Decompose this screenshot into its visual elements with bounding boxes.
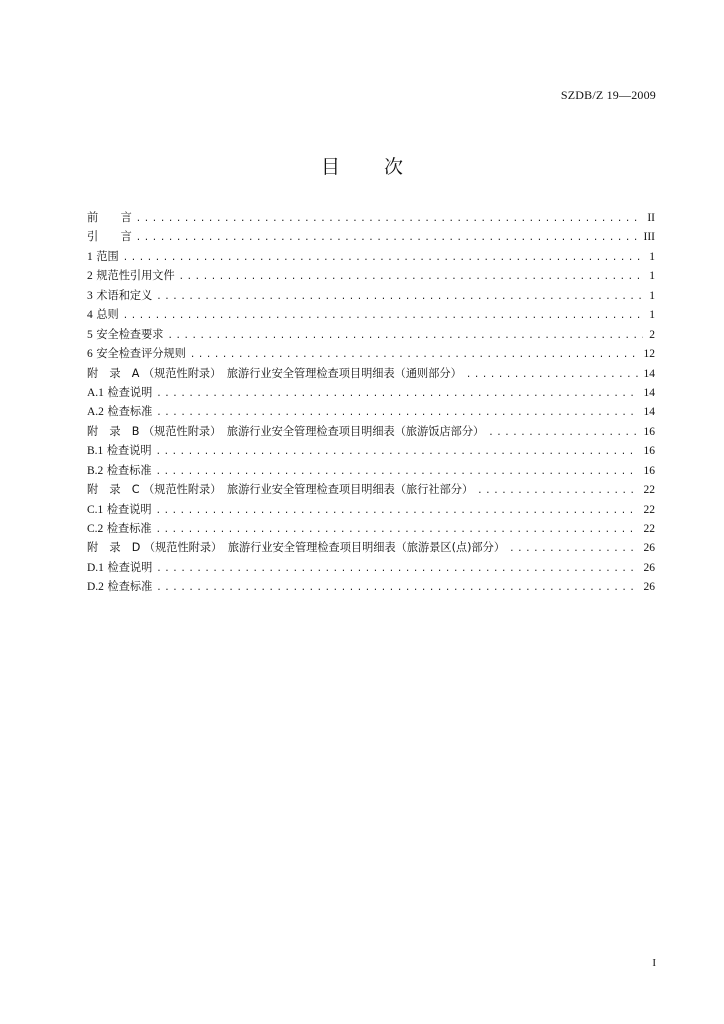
- toc-entry-number: B.1: [87, 445, 104, 458]
- toc-entry-page: 22: [643, 523, 655, 535]
- toc-entry-number: D.2: [87, 581, 104, 594]
- toc-entry-b1[interactable]: [87, 441, 655, 460]
- dot-leader: [179, 268, 644, 287]
- dot-leader: [123, 307, 644, 326]
- toc-entry-page: 22: [643, 484, 655, 497]
- toc-entry-page: 26: [643, 561, 655, 574]
- toc-entry-title: 引 言: [87, 230, 132, 244]
- toc-entry-title: 前 言: [87, 211, 132, 224]
- dot-leader: [488, 424, 637, 443]
- toc-entry-number: 4: [87, 309, 93, 322]
- toc-entry-title: 总则: [96, 308, 119, 322]
- toc-entry-number: A.2: [87, 406, 104, 419]
- toc-entry-page: 14: [643, 386, 655, 399]
- toc-entry-appendix-b[interactable]: [87, 422, 655, 441]
- toc-entry-title: 范围: [96, 249, 119, 263]
- toc-entry-number: 5: [87, 328, 93, 341]
- toc-entry-page: 14: [643, 406, 655, 419]
- toc-entry-a1[interactable]: [87, 383, 655, 402]
- toc-entry-title: 附 录 C （规范性附录） 旅游行业安全管理检查项目明细表（旅行社部分）: [87, 483, 474, 497]
- toc-entry-foreword[interactable]: [87, 208, 655, 227]
- toc-entry-title: 附 录 B （规范性附录） 旅游行业安全管理检查项目明细表（旅游饭店部分）: [87, 424, 485, 438]
- page-number: I: [652, 957, 656, 969]
- toc-entry-page: 1: [649, 289, 655, 302]
- dot-leader: [156, 579, 637, 598]
- toc-entry-number: 6: [87, 348, 93, 361]
- toc-entry-title: 附 录 A （规范性附录） 旅游行业安全管理检查项目明细表（通则部分）: [87, 366, 462, 380]
- toc-entry-page: II: [647, 212, 655, 224]
- toc-entry-number: A.1: [87, 386, 104, 399]
- toc-entry-appendix-c[interactable]: [87, 480, 655, 499]
- toc-entry-page: 1: [649, 270, 655, 283]
- toc-entry-title: 安全检查评分规则: [96, 347, 186, 361]
- dot-leader: [136, 210, 642, 229]
- toc-entry-number: D.1: [87, 561, 104, 574]
- table-of-contents: [87, 208, 655, 597]
- toc-entry-4[interactable]: [87, 305, 655, 324]
- toc-entry-page: 1: [649, 309, 655, 322]
- toc-entry-page: 16: [643, 445, 655, 458]
- toc-entry-title: 检查说明: [107, 560, 153, 574]
- toc-entry-title: 检查标准: [107, 405, 153, 419]
- toc-entry-page: 16: [643, 464, 655, 477]
- toc-title: [0, 152, 724, 179]
- toc-entry-b2[interactable]: [87, 461, 655, 480]
- toc-entry-number: 3: [87, 289, 93, 302]
- toc-entry-number: 1: [87, 250, 93, 263]
- dot-leader: [136, 229, 638, 248]
- dot-leader: [509, 540, 637, 559]
- toc-entry-title: 检查标准: [106, 463, 152, 477]
- toc-entry-page: 26: [643, 581, 655, 594]
- toc-entry-c1[interactable]: [87, 500, 655, 519]
- dot-leader: [123, 249, 644, 268]
- dot-leader: [156, 560, 637, 579]
- dot-leader: [156, 443, 638, 462]
- dot-leader: [167, 327, 643, 346]
- toc-entry-number: C.1: [87, 503, 104, 516]
- toc-entry-number: 2: [87, 270, 93, 283]
- dot-leader: [156, 288, 643, 307]
- toc-entry-appendix-a[interactable]: [87, 364, 655, 383]
- toc-entry-number: B.2: [87, 464, 104, 477]
- toc-entry-introduction[interactable]: [87, 227, 655, 246]
- toc-entry-page: 12: [643, 348, 655, 361]
- toc-title-char-2: 次: [384, 156, 404, 178]
- dot-leader: [466, 366, 638, 385]
- toc-entry-page: 14: [643, 367, 655, 380]
- toc-entry-page: 16: [643, 425, 655, 438]
- toc-entry-title: 检查标准: [106, 522, 152, 535]
- toc-entry-title: 术语和定义: [96, 288, 153, 302]
- toc-entry-page: 22: [643, 503, 655, 516]
- toc-entry-page: III: [643, 231, 655, 244]
- toc-entry-6[interactable]: [87, 344, 655, 363]
- toc-entry-title: 检查说明: [107, 385, 153, 399]
- toc-entry-d2[interactable]: [87, 577, 655, 596]
- dot-leader: [156, 502, 638, 521]
- toc-entry-title: 检查标准: [107, 580, 153, 594]
- toc-entry-title: 附 录 D （规范性附录） 旅游行业安全管理检查项目明细表（旅游景区(点)部分）: [87, 541, 506, 555]
- toc-entry-3[interactable]: [87, 286, 655, 305]
- toc-entry-a2[interactable]: [87, 402, 655, 421]
- dot-leader: [477, 482, 637, 501]
- toc-entry-5[interactable]: [87, 325, 655, 344]
- toc-entry-c2[interactable]: [87, 519, 655, 538]
- toc-entry-2[interactable]: [87, 266, 655, 285]
- standard-code: SZDB/Z 19—2009: [560, 88, 656, 102]
- toc-entry-page: 26: [643, 542, 655, 555]
- toc-entry-title: 规范性引用文件: [96, 269, 175, 283]
- toc-entry-title: 检查说明: [106, 502, 152, 516]
- toc-entry-page: 2: [649, 328, 655, 341]
- dot-leader: [156, 385, 637, 404]
- toc-entry-d1[interactable]: [87, 558, 655, 577]
- toc-entry-page: 1: [649, 250, 655, 263]
- toc-entry-1[interactable]: [87, 247, 655, 266]
- toc-entry-title: 安全检查要求: [96, 327, 164, 341]
- toc-entry-appendix-d[interactable]: [87, 538, 655, 557]
- toc-entry-number: C.2: [87, 523, 104, 535]
- toc-entry-title: 检查说明: [106, 444, 152, 458]
- toc-title-char-1: 目: [320, 156, 340, 178]
